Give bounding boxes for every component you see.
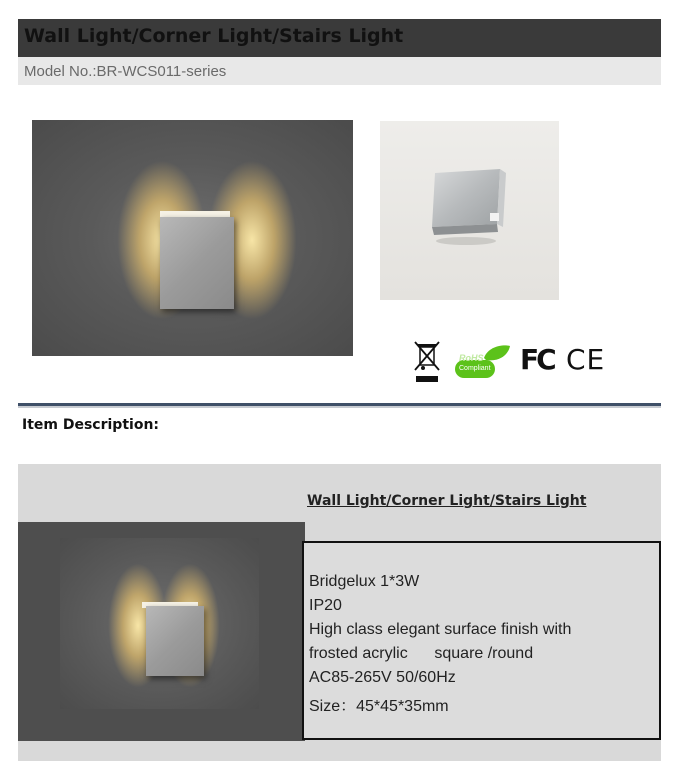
weee-crossed-bin-icon: [414, 340, 440, 384]
certification-row: [414, 340, 614, 384]
product-photo: [380, 121, 559, 300]
model-bar: [18, 57, 661, 85]
product-photo-lit: [32, 120, 353, 356]
model-number: Model No.:BR-WCS011-series: [24, 63, 227, 80]
light-plate: [146, 606, 204, 676]
spec-box: [302, 541, 661, 740]
rohs-sub-label: Compliant: [459, 365, 491, 372]
spec-line: Bridgelux 1*3W: [309, 573, 420, 590]
spec-line: IP20: [309, 597, 342, 614]
spec-line: Size：45*45*35mm: [309, 698, 449, 715]
rohs-label: RoHS: [459, 353, 484, 363]
rohs-badge: [454, 344, 512, 380]
section-divider-shadow: [18, 406, 661, 408]
item-description-heading: Item Description:: [22, 417, 160, 433]
spec-line: frosted acrylic square /round: [309, 645, 534, 662]
square-light-icon: [380, 121, 559, 300]
description-photo: [60, 538, 259, 709]
spec-line: High class elegant surface finish with: [309, 621, 572, 638]
header-bar: [18, 19, 661, 57]
fcc-mark: FC: [520, 343, 554, 376]
spec-line: AC85-265V 50/60Hz: [309, 669, 456, 686]
light-plate: [160, 217, 234, 309]
ce-mark: CE: [566, 343, 606, 376]
description-title: Wall Light/Corner Light/Stairs Light: [307, 493, 587, 509]
page-title: Wall Light/Corner Light/Stairs Light: [24, 25, 404, 47]
